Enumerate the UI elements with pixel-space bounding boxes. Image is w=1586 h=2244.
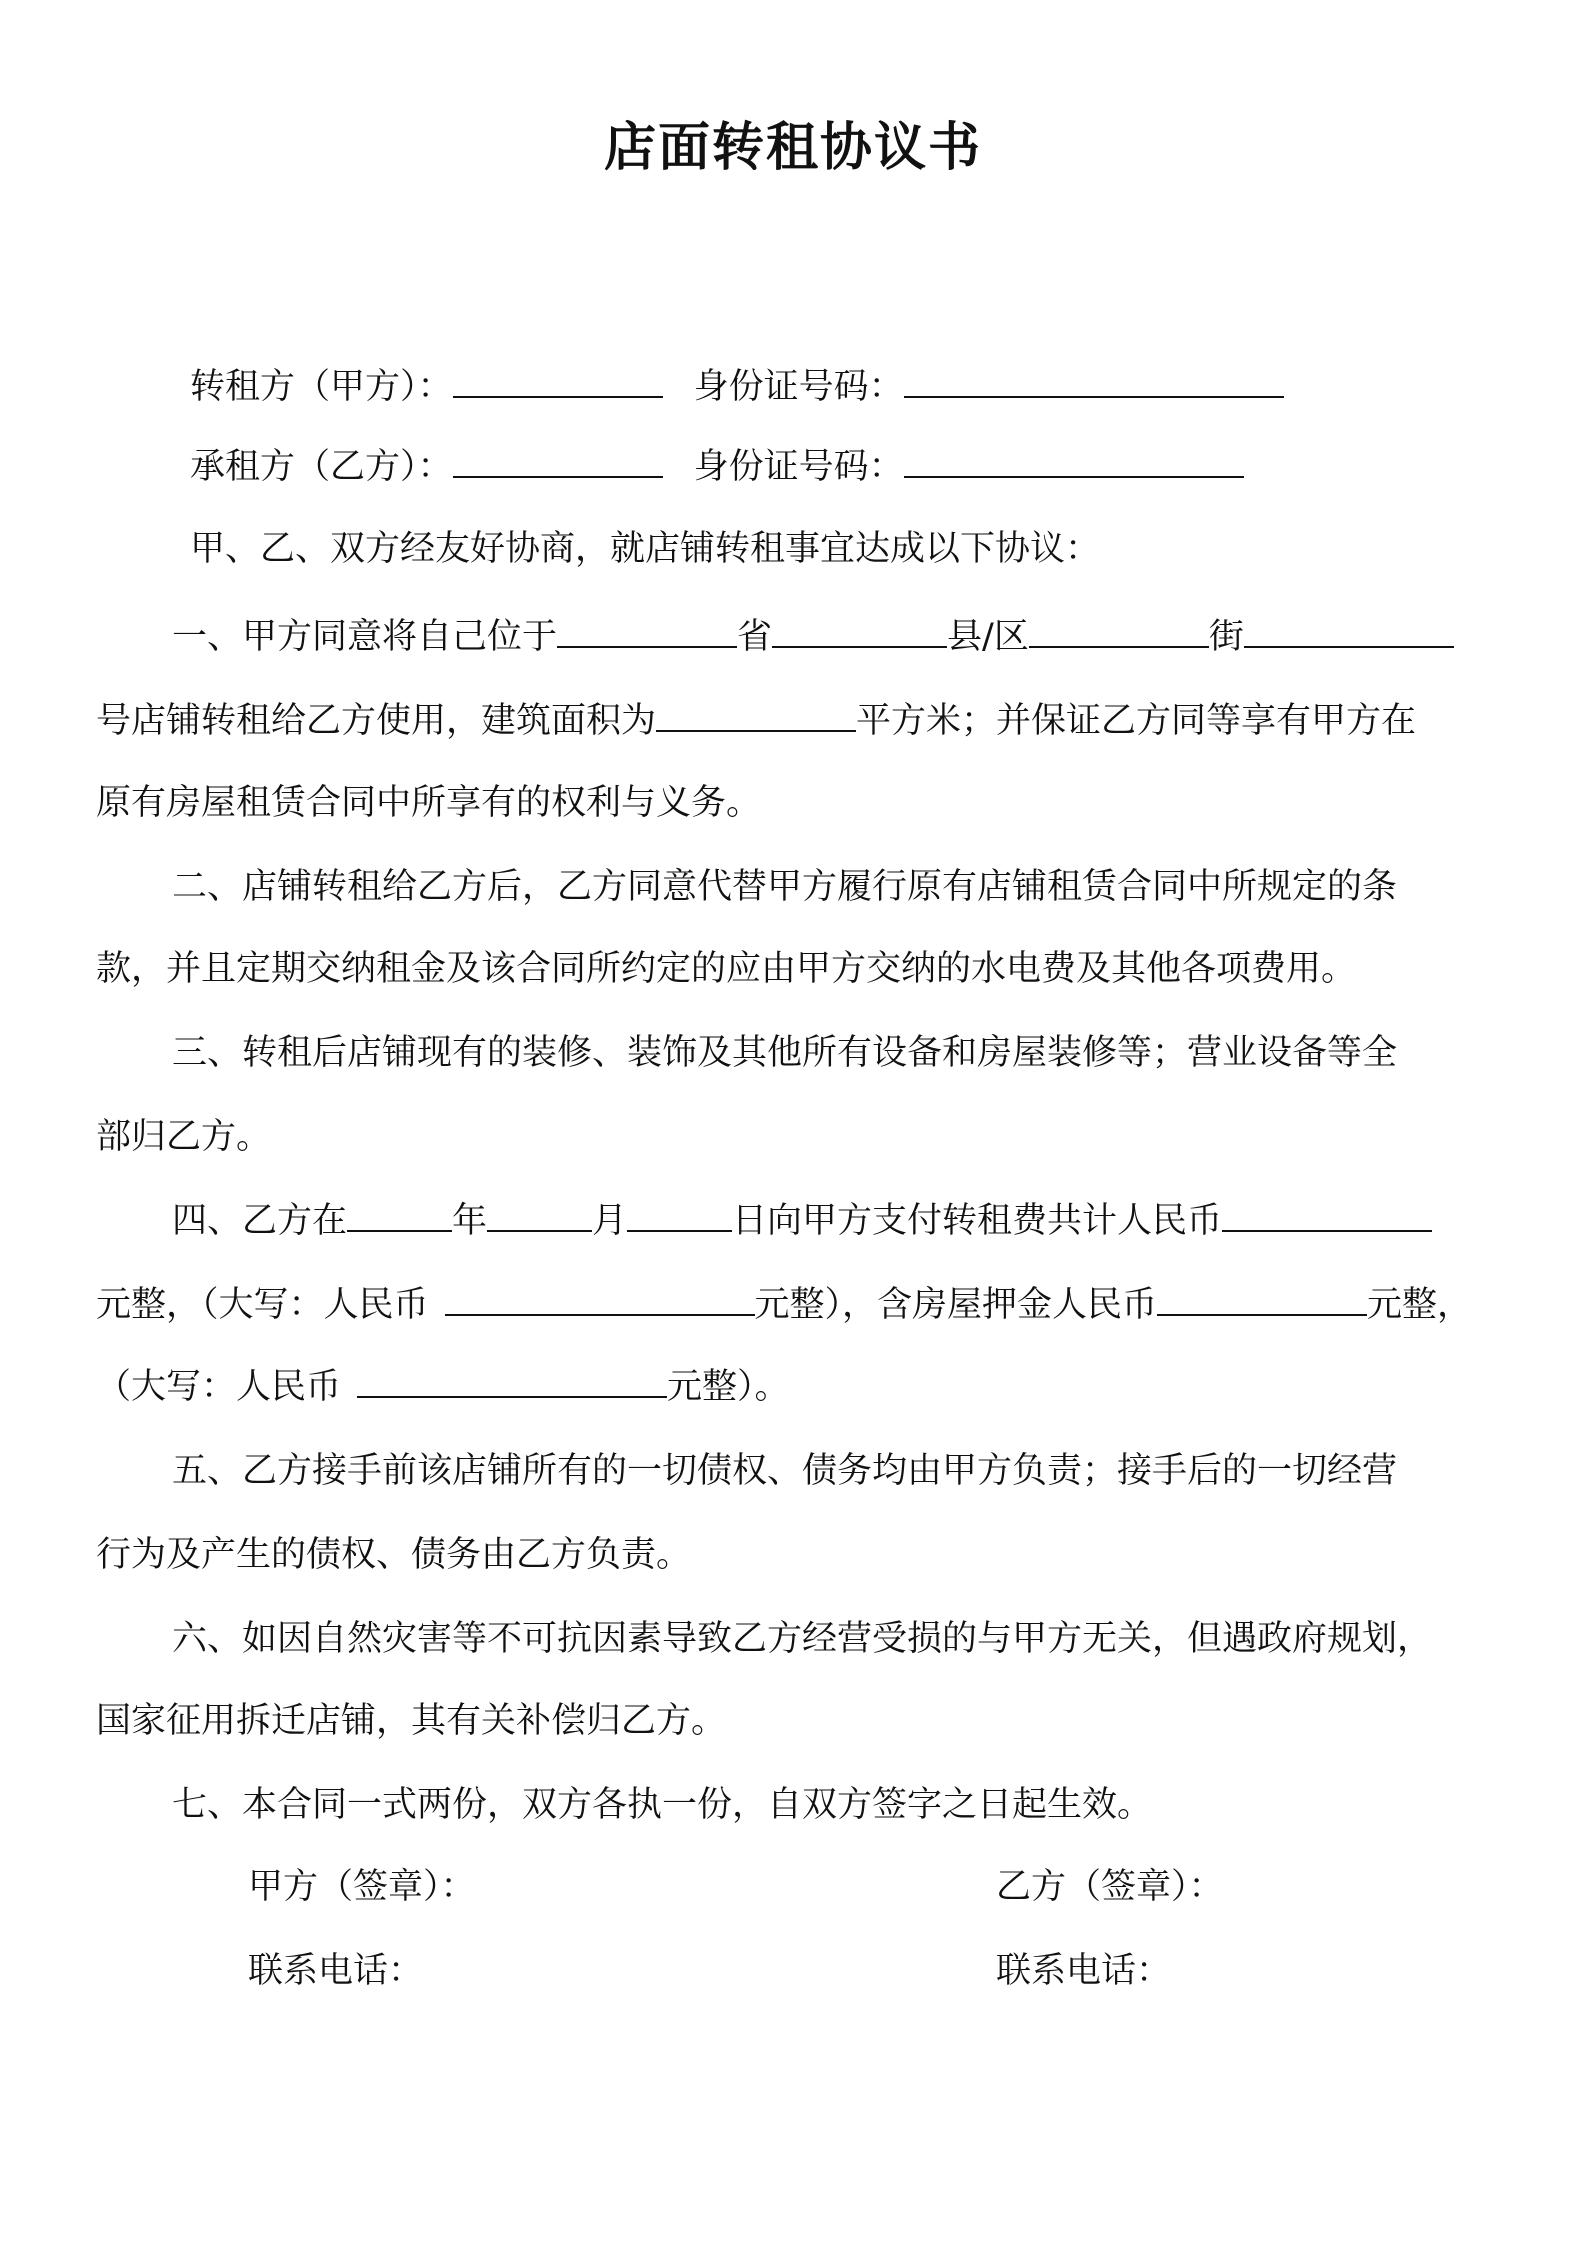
fee-capital-blank[interactable]	[445, 1284, 755, 1316]
fee-capital-label: 元整，（大写：人民币	[96, 1285, 429, 1325]
party-a-signature-label: 甲方（签章）：	[248, 1867, 476, 1907]
party-a-name-field[interactable]	[453, 366, 663, 398]
year-blank[interactable]	[347, 1200, 452, 1232]
party-a-id-field[interactable]	[904, 366, 1284, 398]
area-blank[interactable]	[656, 700, 856, 732]
party-b-id-field[interactable]	[904, 446, 1244, 478]
fee-amount-blank[interactable]	[1222, 1200, 1432, 1232]
party-a-id-label: 身份证号码：	[693, 367, 904, 407]
party-b-row	[190, 442, 1244, 492]
deposit-suffix: 元整，	[1367, 1285, 1473, 1325]
clause-1-prefix: 一、甲方同意将自己位于	[172, 617, 558, 657]
page-title: 店面转租协议书	[603, 118, 982, 178]
street-blank[interactable]	[1244, 616, 1454, 648]
party-a-row	[190, 362, 1284, 412]
province-label: 省	[737, 617, 773, 657]
street-label: 街	[1208, 617, 1244, 657]
clause-4-line-3	[96, 1362, 790, 1412]
clause-2-line-1: 二、店铺转租给乙方后，乙方同意代替甲方履行原有店铺租赁合同中所规定的条	[172, 867, 1398, 907]
county-label: 县/区	[947, 617, 1029, 657]
month-blank[interactable]	[487, 1200, 592, 1232]
day-blank[interactable]	[627, 1200, 732, 1232]
deposit-capital-suffix: 元整）。	[667, 1367, 790, 1407]
province-blank[interactable]	[772, 616, 947, 648]
clause-1-line-1	[172, 612, 1454, 662]
party-b-phone-label: 联系电话：	[996, 1951, 1172, 1991]
clause-4-fee-text: 日向甲方支付转租费共计人民币	[732, 1201, 1223, 1241]
party-a-phone-label: 联系电话：	[248, 1951, 424, 1991]
party-b-signature-label: 乙方（签章）：	[996, 1867, 1224, 1907]
county-blank[interactable]	[1029, 616, 1209, 648]
clause-6-line-2: 国家征用拆迁店铺，其有关补偿归乙方。	[96, 1701, 727, 1741]
clause-1-line-2	[96, 696, 1416, 746]
deposit-capital-blank[interactable]	[357, 1366, 667, 1398]
deposit-label: 元整），含房屋押金人民币	[754, 1285, 1158, 1325]
location-blank[interactable]	[557, 616, 737, 648]
party-b-label: 承租方（乙方）：	[190, 447, 453, 487]
clause-5-line-1: 五、乙方接手前该店铺所有的一切债权、债务均由甲方负责；接手后的一切经营	[172, 1451, 1398, 1491]
year-label: 年	[452, 1201, 488, 1241]
party-a-label: 转租方（甲方）：	[190, 367, 453, 407]
clause-1-area-prefix: 号店铺转租给乙方使用，建筑面积为	[96, 701, 657, 741]
clause-4-line-2	[96, 1280, 1472, 1330]
clause-7-line-1: 七、本合同一式两份，双方各执一份，自双方签字之日起生效。	[172, 1785, 1153, 1825]
clause-6-line-1: 六、如因自然灾害等不可抗因素导致乙方经营受损的与甲方无关，但遇政府规划，	[172, 1619, 1433, 1659]
clause-4-line-1	[172, 1196, 1432, 1246]
party-b-name-field[interactable]	[453, 446, 663, 478]
clause-5-line-2: 行为及产生的债权、债务由乙方负责。	[96, 1535, 692, 1575]
deposit-amount-blank[interactable]	[1157, 1284, 1367, 1316]
clause-1-line-3: 原有房屋租赁合同中所享有的权利与义务。	[96, 783, 762, 823]
clause-2-line-2: 款，并且定期交纳租金及该合同所约定的应由甲方交纳的水电费及其他各项费用。	[96, 949, 1357, 989]
clause-3-line-2: 部归乙方。	[96, 1117, 272, 1157]
clause-4-prefix: 四、乙方在	[172, 1201, 348, 1241]
month-label: 月	[592, 1201, 628, 1241]
deposit-capital-label: （大写：人民币	[96, 1367, 342, 1407]
party-b-id-label: 身份证号码：	[693, 447, 904, 487]
clause-3-line-1: 三、转租后店铺现有的装修、装饰及其他所有设备和房屋装修等；营业设备等全	[172, 1033, 1398, 1073]
clause-1-area-suffix: 平方米；并保证乙方同等享有甲方在	[856, 701, 1417, 741]
intro-text: 甲、乙、双方经友好协商，就店铺转租事宜达成以下协议：	[190, 529, 1101, 569]
